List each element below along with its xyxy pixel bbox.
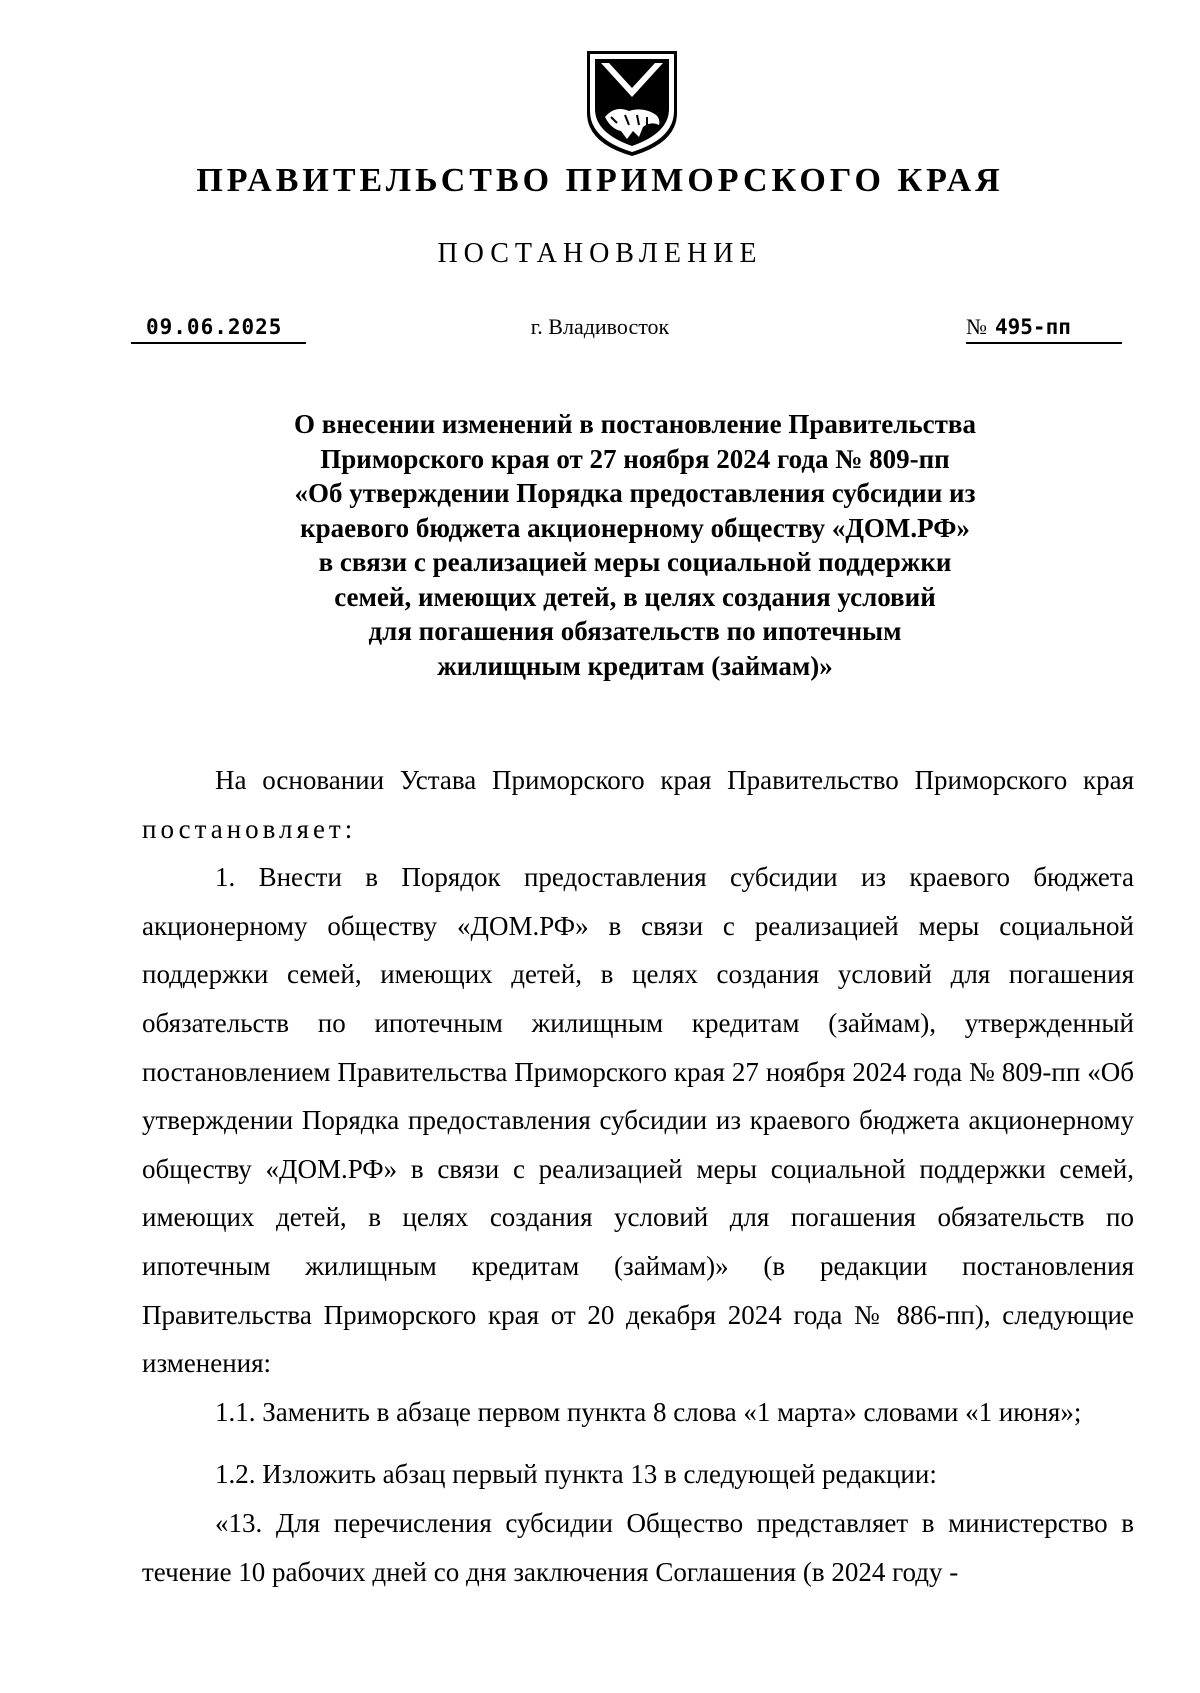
preamble-decree-word: постановляет:	[142, 813, 357, 844]
title-line: в связи с реализацией меры социальной поддержки	[318, 547, 952, 577]
document-body	[142, 756, 1134, 1596]
title-line: для погашения обязательств по ипотечным	[368, 616, 902, 646]
title-line: семей, имеющих детей, в целях создания условий	[334, 581, 936, 612]
document-number	[966, 312, 1122, 344]
document-date: 09.06.2025	[131, 312, 306, 344]
paragraph-1: 1. Внести в Порядок предоставления субсидии из краевого бюджета акционерному обществу «ДОМ.РФ» в связи с реализацией меры социальной поддержки семей, имеющих детей, в целях создания условий для погашения обязательств по ипотечным жилищным кредитам (займам), утвержденный постановлением Правительства Приморского края 27 ноября 2024 года № 809-пп «Об утверждении Порядка предоставления субсидии из краевого бюджета акционерному обществу «ДОМ.РФ» в связи с реализацией меры социальной поддержки семей, имеющих детей, в целях создания условий для погашения обязательств по ипотечным жилищным кредитам (займам)» (в редакции постановления Правительства Приморского края от 20 декабря 2024 года № 886-пп), следующие изменения:	[142, 862, 1134, 1379]
paragraph-1-2: 1.2. Изложить абзац первый пункта 13 в следующей редакции:	[215, 1459, 937, 1490]
title-line: Приморского края от 27 ноября 2024 года № 809-пп	[320, 443, 950, 474]
preamble-text: На основании Устава Приморского края Правительство Приморского края	[215, 765, 1134, 795]
title-line: «Об утверждении Порядка предоставления субсидии из	[294, 478, 976, 508]
title-line: О внесении изменений в постановление Правительства	[294, 409, 976, 439]
coat-of-arms-icon	[581, 47, 683, 159]
number-value: 495-пп	[995, 315, 1071, 339]
document-title	[240, 407, 1030, 683]
paragraph-13-quote: «13. Для перечисления субсидии Общество представляет в министерство в течение 10 рабочих дней со дня заключения Соглашения (в 2024 году -	[142, 1507, 1134, 1587]
title-line: краевого бюджета акционерному обществу «ДОМ.РФ»	[300, 512, 970, 543]
document-city: г. Владивосток	[530, 314, 670, 339]
preamble-paragraph	[142, 756, 1134, 853]
document-type: ПОСТАНОВЛЕНИЕ	[437, 238, 763, 269]
title-line: жилищным кредитам (займам)»	[437, 650, 833, 681]
paragraph-1-1: 1.1. Заменить в абзаце первом пункта 8 слова «1 марта» словами «1 июня»;	[215, 1396, 1082, 1427]
number-sign: №	[966, 314, 987, 339]
organization-name: ПРАВИТЕЛЬСТВО ПРИМОРСКОГО КРАЯ	[196, 162, 1004, 199]
